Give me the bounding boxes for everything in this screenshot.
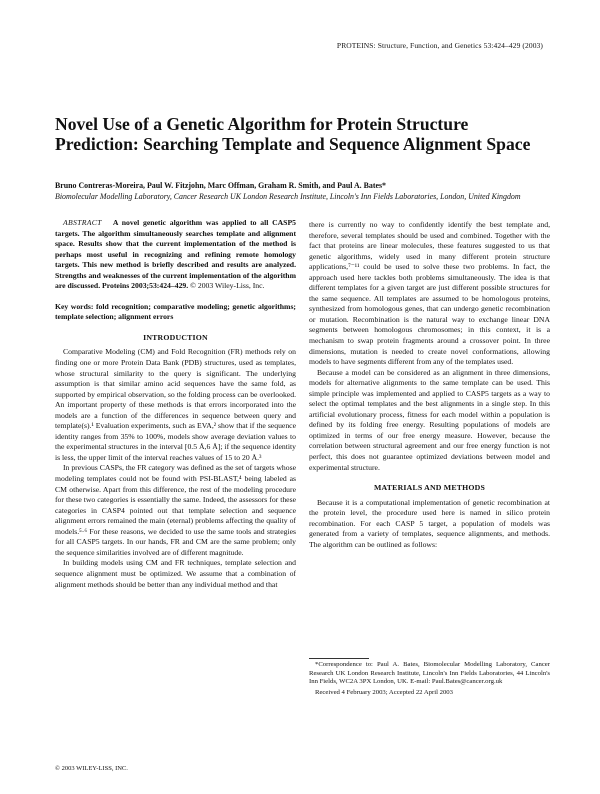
intro-paragraph-3: In building models using CM and FR techniques, template selection and sequence alignment must be optimized. We assume that a combination of alignment methods should be better than any individual method and that <box>55 558 296 589</box>
article-title: Novel Use of a Genetic Algorithm for Protein Structure Prediction: Searching Template and Sequence Alignment Space <box>55 114 531 154</box>
footnote-rule <box>309 658 369 659</box>
intro-paragraph-1: Comparative Modeling (CM) and Fold Recognition (FR) methods rely on finding one or more Protein Data Bank (PDB) structures, used as templates, whose structural similarity to the query is significant. The underlying assumption is that similar amino acid sequences have the same fold, as supported by empirical observation, so the folding process can be overlooked. An important property of these methods is that errors incorporated into the models are a function of the differences in sequence between query and template(s).¹ Evaluation experiments, such as EVA,² show that if the sequence identity ranges from 35% to 100%, models show average deviation values to the experimental structures in the interval [0.5 Å,6 Å]; if the sequence identity is less, the upper limit of the interval reaches values of 15 to 20 Å.³ <box>55 347 296 462</box>
correspondence-footnote <box>309 658 550 697</box>
methods-heading: MATERIALS AND METHODS <box>373 483 486 493</box>
introduction-heading: INTRODUCTION <box>143 332 208 342</box>
abstract <box>55 218 296 292</box>
correspondence-text: *Correspondence to: Paul A. Bates, Biomolecular Modelling Laboratory, Cancer Research UK London Research Institute, Lincoln's Inn Fields Laboratories, 44 Lincoln's Inn Fields, WC2A 3PX London, UK. E-mail: Paul.Bates@cancer.org.uk <box>309 661 550 686</box>
running-head: PROTEINS: Structure, Function, and Genetics 53:424–429 (2003) <box>336 41 543 50</box>
received-dates: Received 4 February 2003; Accepted 22 April 2003 <box>315 688 453 696</box>
left-column <box>55 218 296 590</box>
abstract-copyright: © 2003 Wiley-Liss, Inc. <box>190 281 265 291</box>
abstract-text: A novel genetic algorithm was applied to all CASP5 targets. The algorithm simultaneously searches template and alignment space. Results show that the current implementation of the method is perhaps most useful in recognizing and refining remote homology targets. This new method is briefly described and results are analyzed. Strengths and weaknesses of the current implementation of the algorithm are discussed. Proteins 2003;53:424–429. <box>55 218 296 291</box>
keywords-label: Key words: <box>55 301 94 311</box>
right-paragraph-1: there is currently no way to confidently identify the best template and, therefore, several templates should be used and combined. Together with the fact that proteins are linear molecules, these features suggested to us that genetic algorithms, widely used in many different protein structure applications,⁷⁻¹¹ could be used to solve these two problems. In fact, the approach used here tackles both problems simultaneously. The idea is that different templates for a given target are just different possible structures for the same sequence. All templates are assumed to be homologous proteins, synthesized from homologous genes, that can undergo genetic recombination or mutation. Recombination is the natural way to exchange linear DNA segments between homologous chromosomes; in this context, it is a mechanism to swap protein fragments around a crossover point. In three dimensions, mutation is needed to create novel conformations, allowing models to have segments different from any of the templates used. <box>309 220 550 367</box>
abstract-label: ABSTRACT <box>63 218 102 227</box>
right-paragraph-2: Because a model can be considered as an alignment in three dimensions, models for alternative alignments to the same template can be used. This simple principle was implemented and applied to CASP5 targets as a way to select the optimal templates and the best alignments in a single step. In this artificial evolutionary process, fitness for each model within a population is defined by its folding free energy. Resulting populations of models are optimized in terms of our free energy measure. However, because the correlation between structural agreement and our free energy function is not perfect, this does not guarantee optimized deviations between model and experimental structure. <box>309 367 550 472</box>
author-list: Bruno Contreras-Moreira, Paul W. Fitzjohn, Marc Offman, Graham R. Smith, and Paul A. Bates* <box>55 181 386 190</box>
keywords-text: fold recognition; comparative modeling; genetic algorithms; template selection; alignment errors <box>55 301 296 322</box>
keywords <box>55 302 296 323</box>
right-column <box>309 220 550 550</box>
methods-paragraph-1: Because it is a computational implementation of genetic recombination at the protein level, the procedure used here is named in silico protein recombination. For each CASP 5 target, a population of models was generated from a variety of templates, sequence alignments, and methods. The algorithm can be outlined as follows: <box>309 497 550 549</box>
affiliation: Biomolecular Modelling Laboratory, Cancer Research UK London Research Institute, Lincoln's Inn Fields Laboratories, London, United Kingdom <box>55 192 521 201</box>
intro-paragraph-2: In previous CASPs, the FR category was defined as the set of targets whose modeling templates could not be found with PSI-BLAST,⁴ being labeled as CM otherwise. Apart from this difference, the rest of the modeling procedure for these two categories is essentially the same. Indeed, the assessors for these categories in CASP4 pointed out that template selection and sequence alignment errors remained the main (eternal) problems affecting the quality of models.⁵·⁶ For these reasons, we decided to use the same tools and strategies for all CASP5 targets. In our hands, FR and CM are the same problem; only the sequence similarities involved are of different magnitude. <box>55 463 297 557</box>
publisher-copyright: © 2003 WILEY-LISS, INC. <box>55 765 128 772</box>
